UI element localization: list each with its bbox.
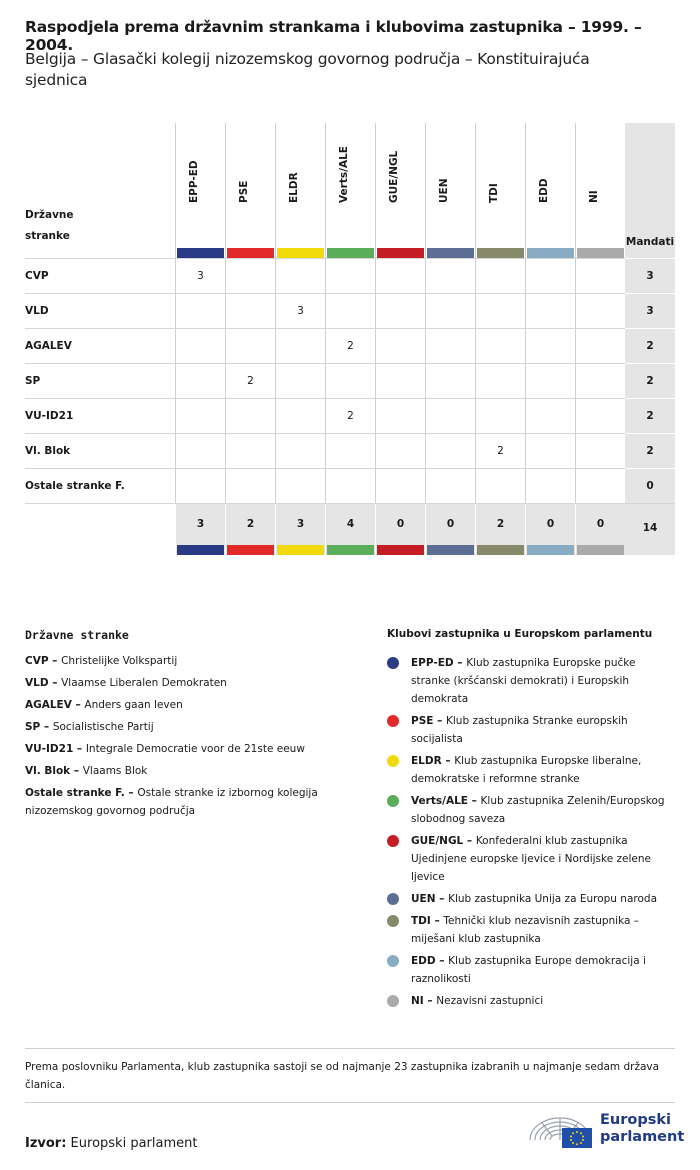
- source-line: Izvor: Europski parlament: [25, 1136, 198, 1151]
- group-label: Verts/ALE: [338, 146, 350, 203]
- table-cell: [225, 259, 275, 293]
- table-cell: [425, 434, 475, 468]
- color-dot-icon: [387, 955, 399, 967]
- party-legend-item: Ostale stranke F. – Ostale stranke iz izbornog kolegija nizozemskog govornog područja: [25, 787, 318, 817]
- group-column-header: [225, 123, 275, 258]
- table-cell: [525, 364, 575, 398]
- totals-row: [25, 503, 675, 555]
- table-cell: [275, 364, 325, 398]
- group-label: GUE/NGL: [388, 150, 400, 203]
- divider: [25, 1102, 675, 1103]
- table-cell: [475, 329, 525, 363]
- row-total: 2: [625, 398, 675, 433]
- color-dot-icon: [387, 755, 399, 767]
- table-header: [25, 123, 675, 258]
- group-legend: [387, 628, 677, 1014]
- group-legend-item: EPP-ED – Klub zastupnika Europske pučke stranke (kršćanski demokrati) i Europskih demokrata: [387, 654, 677, 708]
- color-dot-icon: [387, 893, 399, 905]
- party-name: SP: [25, 375, 41, 387]
- table-cell: [175, 434, 225, 468]
- group-legend-item: GUE/NGL – Konfederalni klub zastupnika Ujedinjene europske ljevice i Nordijske zelene ljevice: [387, 832, 677, 886]
- group-legend-item: EDD – Klub zastupnika Europe demokracija i raznolikosti: [387, 952, 677, 988]
- distribution-table: [25, 123, 675, 555]
- group-color-bar: [577, 248, 624, 258]
- table-cell: [575, 469, 625, 503]
- table-cell: [225, 399, 275, 433]
- row-total: 3: [625, 293, 675, 328]
- table-cell: [325, 259, 375, 293]
- table-cell: [375, 294, 425, 328]
- table-cell: [225, 329, 275, 363]
- table-cell: [275, 399, 325, 433]
- divider: [25, 1048, 675, 1049]
- table-cell: [525, 469, 575, 503]
- table-cell: [175, 364, 225, 398]
- table-cell: [425, 469, 475, 503]
- group-legend-item: NI – Nezavisni zastupnici: [387, 992, 677, 1010]
- group-column-header: [475, 123, 525, 258]
- group-color-bar: [327, 248, 374, 258]
- table-cell: [225, 434, 275, 468]
- table-cell: [375, 259, 425, 293]
- row-total: 2: [625, 363, 675, 398]
- group-legend-heading: Klubovi zastupnika u Europskom parlamentu: [387, 628, 653, 640]
- party-name: CVP: [25, 270, 49, 282]
- group-label: UEN: [438, 178, 450, 203]
- table-row: [25, 258, 675, 293]
- party-legend-item: AGALEV – Anders gaan leven: [25, 699, 183, 711]
- group-total: 0: [575, 504, 625, 555]
- table-row: [25, 398, 675, 433]
- table-cell: [325, 364, 375, 398]
- table-cell: [375, 469, 425, 503]
- table-cell: [375, 434, 425, 468]
- table-cell: 2: [475, 434, 525, 468]
- group-color-bar: [527, 248, 574, 258]
- ep-logo: [528, 1110, 685, 1152]
- table-cell: [225, 294, 275, 328]
- page-subtitle: Belgija – Glasački kolegij nizozemskog govornog područja – Konstituirajuća sjednica: [25, 50, 590, 89]
- party-legend-item: SP – Socialistische Partij: [25, 721, 154, 733]
- group-label: PSE: [238, 180, 250, 203]
- party-name: Vl. Blok: [25, 445, 71, 457]
- color-dot-icon: [387, 995, 399, 1007]
- table-cell: [525, 259, 575, 293]
- group-total: 0: [425, 504, 475, 555]
- table-cell: [425, 259, 475, 293]
- party-legend-item: CVP – Christelijke Volkspartij: [25, 655, 178, 667]
- party-name: VLD: [25, 305, 49, 317]
- table-cell: [325, 469, 375, 503]
- group-color-bar: [177, 545, 224, 555]
- party-legend-heading: Državne stranke: [25, 628, 129, 642]
- table-cell: [275, 329, 325, 363]
- table-cell: [175, 469, 225, 503]
- group-color-bar: [377, 545, 424, 555]
- group-color-bar: [277, 545, 324, 555]
- group-legend-item: UEN – Klub zastupnika Unija za Europu naroda: [387, 890, 677, 908]
- group-color-bar: [377, 248, 424, 258]
- party-legend: [25, 628, 365, 824]
- row-total: 2: [625, 433, 675, 468]
- group-legend-item: PSE – Klub zastupnika Stranke europskih socijalista: [387, 712, 677, 748]
- group-color-bar: [327, 545, 374, 555]
- group-column-header: [275, 123, 325, 258]
- group-label: TDI: [488, 183, 500, 203]
- party-legend-item: VU-ID21 – Integrale Democratie voor de 21ste eeuw: [25, 743, 305, 755]
- group-total: 0: [375, 504, 425, 555]
- group-legend-item: Verts/ALE – Klub zastupnika Zelenih/Europskog slobodnog saveza: [387, 792, 677, 828]
- table-cell: [375, 399, 425, 433]
- group-color-bar: [177, 248, 224, 258]
- table-row: [25, 363, 675, 398]
- table-cell: 2: [325, 399, 375, 433]
- table-body: [25, 258, 675, 503]
- table-cell: [575, 434, 625, 468]
- party-name: VU-ID21: [25, 410, 74, 422]
- group-label: ELDR: [288, 172, 300, 203]
- group-color-bar: [227, 545, 274, 555]
- table-cell: [475, 259, 525, 293]
- table-cell: 3: [175, 259, 225, 293]
- group-legend-item: TDI – Tehnički klub nezavisnih zastupnika – miješani klub zastupnika: [387, 912, 677, 948]
- mandates-header: Mandati: [625, 123, 675, 258]
- grand-total: 14: [625, 504, 675, 555]
- logo-text: Europski parlament: [600, 1112, 685, 1145]
- group-column-header: [575, 123, 625, 258]
- table-cell: 2: [325, 329, 375, 363]
- table-cell: [275, 434, 325, 468]
- table-cell: [175, 399, 225, 433]
- table-cell: [475, 364, 525, 398]
- group-label: EPP-ED: [188, 160, 200, 203]
- party-legend-item: Vl. Blok – Vlaams Blok: [25, 765, 148, 777]
- color-dot-icon: [387, 795, 399, 807]
- table-cell: [425, 294, 475, 328]
- table-cell: [575, 329, 625, 363]
- table-row: [25, 468, 675, 503]
- group-column-header: [375, 123, 425, 258]
- table-cell: [375, 329, 425, 363]
- table-cell: [175, 329, 225, 363]
- hemicycle-icon: [528, 1110, 596, 1150]
- group-column-header: [325, 123, 375, 258]
- color-dot-icon: [387, 657, 399, 669]
- group-legend-item: ELDR – Klub zastupnika Europske liberalne, demokratske i reformne stranke: [387, 752, 677, 788]
- table-cell: [325, 294, 375, 328]
- table-cell: [225, 469, 275, 503]
- table-cell: [575, 294, 625, 328]
- table-cell: [425, 399, 475, 433]
- party-name: AGALEV: [25, 340, 72, 352]
- group-column-header: [175, 123, 225, 258]
- table-cell: [425, 364, 475, 398]
- table-cell: [475, 399, 525, 433]
- party-column-header: Državne stranke: [25, 209, 74, 242]
- color-dot-icon: [387, 715, 399, 727]
- group-total: 3: [175, 504, 225, 555]
- group-color-bar: [427, 545, 474, 555]
- party-legend-item: VLD – Vlaamse Liberalen Demokraten: [25, 677, 227, 689]
- group-column-header: [525, 123, 575, 258]
- table-cell: [525, 294, 575, 328]
- table-cell: [275, 259, 325, 293]
- group-color-bar: [227, 248, 274, 258]
- table-cell: [575, 399, 625, 433]
- group-color-bar: [277, 248, 324, 258]
- table-cell: [325, 434, 375, 468]
- group-color-bar: [577, 545, 624, 555]
- table-cell: 3: [275, 294, 325, 328]
- table-row: [25, 328, 675, 363]
- group-color-bar: [427, 248, 474, 258]
- table-cell: 2: [225, 364, 275, 398]
- table-cell: [575, 364, 625, 398]
- row-total: 3: [625, 258, 675, 293]
- group-total: 2: [475, 504, 525, 555]
- color-dot-icon: [387, 835, 399, 847]
- table-cell: [575, 259, 625, 293]
- group-color-bar: [477, 248, 524, 258]
- table-row: [25, 433, 675, 468]
- group-label: NI: [588, 190, 600, 203]
- group-color-bar: [527, 545, 574, 555]
- group-total: 3: [275, 504, 325, 555]
- group-color-bar: [477, 545, 524, 555]
- table-cell: [475, 294, 525, 328]
- group-total: 2: [225, 504, 275, 555]
- table-cell: [275, 469, 325, 503]
- group-column-header: [425, 123, 475, 258]
- footnote: Prema poslovniku Parlamenta, klub zastupnika sastoji se od najmanje 23 zastupnika izabranih u najmanje sedam država članica.: [25, 1061, 660, 1091]
- row-total: 0: [625, 468, 675, 503]
- group-total: 0: [525, 504, 575, 555]
- page-title: Raspodjela prema državnim strankama i klubovima zastupnika – 1999. – 2004.: [25, 18, 642, 54]
- table-cell: [525, 399, 575, 433]
- table-row: [25, 293, 675, 328]
- color-dot-icon: [387, 915, 399, 927]
- table-cell: [425, 329, 475, 363]
- group-label: EDD: [538, 178, 550, 203]
- table-cell: [475, 469, 525, 503]
- group-total: 4: [325, 504, 375, 555]
- party-name: Ostale stranke F.: [25, 480, 125, 492]
- row-total: 2: [625, 328, 675, 363]
- table-cell: [175, 294, 225, 328]
- table-cell: [525, 329, 575, 363]
- table-cell: [375, 364, 425, 398]
- table-cell: [525, 434, 575, 468]
